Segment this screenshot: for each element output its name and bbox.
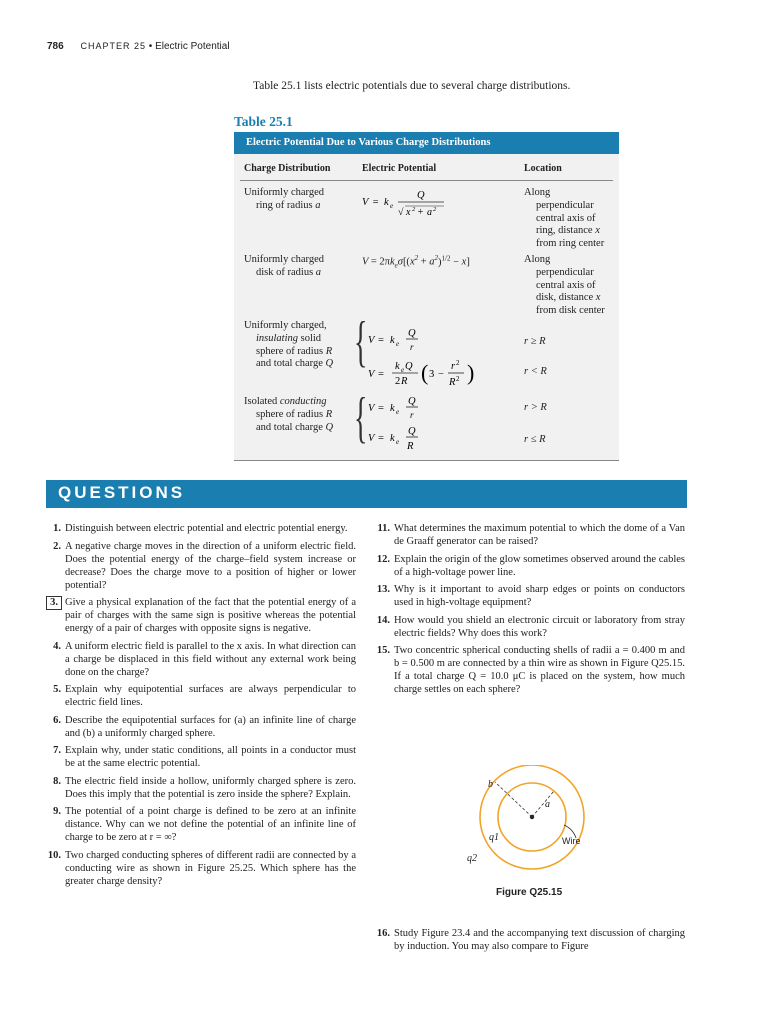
- question-number: 16.: [376, 928, 390, 939]
- question-text: A uniform electric field is parallel to the x axis. In what direction can a charge be displaced in this field without any external work being done on the charge?: [65, 640, 356, 678]
- svg-text:V: V: [368, 433, 375, 444]
- radius-a-line: [532, 791, 554, 817]
- figure-caption: Figure Q25.15: [496, 887, 563, 898]
- svg-text:k: k: [395, 361, 400, 372]
- dist-line: Uniformly charged: [244, 187, 324, 198]
- loc-line: from disk center: [536, 305, 605, 317]
- svg-text:R: R: [449, 377, 456, 388]
- loc-line: central axis of: [536, 279, 596, 291]
- question-text: Study Figure 23.4 and the accompanying text discussion of charging by induction. You may also compare to Figure: [394, 928, 685, 952]
- chapter-title: Electric Potential: [155, 41, 230, 52]
- question-item: [376, 614, 685, 640]
- question-text: Give a physical explanation of the fact that the potential energy of a pair of charges with the same sign is positive whereas the potential energy of a pair of charges with opposite signs is negative.: [65, 597, 356, 634]
- question-item: [47, 640, 356, 679]
- svg-text:Q: Q: [408, 426, 416, 437]
- dist-line: Uniformly charged,: [244, 320, 327, 331]
- question-text: How would you shield an electronic circuit or laboratory from stray electric fields? Why does this work?: [394, 614, 685, 639]
- question-number: 2.: [53, 540, 61, 552]
- svg-text:Q: Q: [408, 396, 416, 407]
- svg-text:e: e: [396, 438, 400, 446]
- question-item: [47, 744, 356, 770]
- loc-line: Along: [524, 254, 551, 265]
- svg-text:r: r: [451, 361, 456, 372]
- question-text: Describe the equipotential surfaces for (a) an infinite line of charge and (b) a uniformly charged sphere.: [65, 714, 356, 739]
- dist-line: and total charge Q: [256, 358, 334, 370]
- loc-line: perpendicular: [536, 199, 594, 211]
- question-number: 3.: [46, 596, 62, 610]
- svg-text:x: x: [406, 207, 411, 218]
- dist-line: sphere of radius R: [256, 345, 333, 357]
- svg-text:e: e: [390, 202, 394, 210]
- intro-text: Table 25.1 lists electric potentials due to several charge distributions.: [253, 80, 571, 92]
- question-16: [376, 927, 685, 958]
- svg-text:e: e: [396, 340, 400, 348]
- svg-text:k: k: [390, 403, 395, 414]
- ring-potential-formula: [362, 188, 482, 223]
- svg-text:=: =: [372, 197, 380, 208]
- question-text: What determines the maximum potential to which the dome of a Van de Graaff generator can be raised?: [394, 523, 685, 547]
- svg-text:2: 2: [433, 206, 437, 213]
- svg-text:Q: Q: [417, 190, 425, 201]
- svg-text:V: V: [368, 335, 375, 346]
- label-q1: q1: [489, 832, 499, 843]
- ring-formula-svg: [362, 188, 482, 220]
- svg-text:=: =: [378, 369, 384, 380]
- question-number: 4.: [53, 640, 61, 652]
- svg-text:=: =: [378, 335, 384, 346]
- question-text: Explain the origin of the glow sometimes observed around the cables of a high-voltage power line.: [394, 553, 685, 578]
- svg-text:V: V: [362, 197, 369, 208]
- dist-line: disk of radius a: [256, 266, 322, 278]
- brace-icon: {: [354, 387, 368, 449]
- section-header: [46, 480, 687, 508]
- question-item: [376, 583, 685, 609]
- question-text: Distinguish between electric potential and electric potential energy.: [65, 523, 348, 534]
- question-number: 11.: [377, 523, 390, 534]
- question-number: 1.: [53, 523, 61, 534]
- row-insulating-distribution: [244, 320, 333, 371]
- section-title: QUESTIONS: [58, 483, 186, 502]
- question-number: 15.: [376, 645, 390, 656]
- svg-text:V: V: [368, 369, 375, 380]
- questions-left-column: [47, 522, 356, 892]
- svg-text:√: √: [398, 207, 404, 218]
- insulating-location-inside: r < R: [524, 366, 547, 377]
- svg-text:a: a: [427, 207, 432, 218]
- row-conducting-distribution: [244, 396, 333, 434]
- loc-line: perpendicular: [536, 266, 594, 278]
- question-text: A negative charge moves in the direction of a uniform electric field. Does the potential energy of the charge–field system increase or decrease? Does the charge move to a position of higher or lower potential?: [65, 540, 356, 591]
- question-item: [47, 714, 356, 740]
- row-ring-location: [524, 187, 604, 251]
- question-number: 5.: [53, 684, 61, 695]
- question-item: [376, 553, 685, 579]
- question-item: [47, 683, 356, 709]
- question-number: 9.: [53, 806, 61, 817]
- dist-line: insulating solid: [256, 332, 322, 344]
- dist-line: Uniformly charged: [244, 254, 324, 265]
- svg-text:k: k: [390, 335, 395, 346]
- svg-text:): ): [467, 360, 475, 385]
- insulating-location-outside: r ≥ R: [524, 336, 546, 347]
- question-item: [47, 805, 356, 844]
- svg-text:2: 2: [456, 359, 460, 367]
- header-divider: [240, 180, 613, 181]
- svg-text:2: 2: [412, 206, 416, 213]
- question-number: 12.: [376, 553, 390, 565]
- svg-text:r: r: [410, 410, 414, 420]
- dist-line: ring of radius a: [256, 199, 321, 211]
- radius-b-line: [495, 782, 532, 817]
- question-text: Why is it important to avoid sharp edges or points on conductors used in high-voltage equipment?: [394, 584, 685, 608]
- svg-text:R: R: [401, 376, 408, 387]
- svg-text:Q: Q: [405, 361, 413, 372]
- table-caption: Electric Potential Due to Various Charge Distributions: [234, 132, 619, 154]
- loc-line: Along: [524, 187, 551, 198]
- loc-line: central axis of: [536, 212, 596, 224]
- label-wire: Wire: [562, 836, 581, 846]
- brace-icon: {: [354, 311, 368, 373]
- question-item: [47, 522, 356, 535]
- conducting-location-outside: r > R: [524, 402, 547, 413]
- question-item: [376, 927, 685, 953]
- svg-text:(: (: [421, 360, 429, 385]
- svg-text:k: k: [390, 433, 395, 444]
- question-item: [47, 596, 356, 635]
- svg-text:+: +: [417, 207, 424, 218]
- separator: •: [148, 41, 153, 52]
- svg-text:k: k: [384, 197, 389, 208]
- question-text: Two concentric spherical conducting shells of radii a = 0.400 m and b = 0.500 m are connected by a thin wire as shown in Figure Q25.15. If a total charge Q = 10.0 μC is placed on the system, how much charge settles on each sphere?: [394, 645, 685, 695]
- conducting-location-inside: r ≤ R: [524, 434, 546, 445]
- svg-text:e: e: [401, 366, 405, 374]
- svg-text:=: =: [378, 433, 384, 444]
- row-ring-distribution: [244, 187, 324, 213]
- svg-text:−: −: [438, 369, 444, 380]
- svg-text:2: 2: [395, 376, 401, 387]
- loc-line: from ring center: [536, 238, 605, 250]
- loc-line: disk, distance x: [536, 292, 601, 304]
- label-q2: q2: [467, 853, 477, 864]
- potential-table: [234, 132, 619, 461]
- svg-text:R: R: [407, 441, 414, 452]
- question-number: 8.: [53, 775, 61, 787]
- question-item: [47, 849, 356, 888]
- question-number: 14.: [376, 614, 390, 626]
- svg-text:e: e: [396, 408, 400, 416]
- table-label: Table 25.1: [234, 114, 293, 129]
- svg-text:2: 2: [456, 375, 460, 383]
- row-disk-distribution: [244, 254, 324, 280]
- question-text: The potential of a point charge is defined to be zero at an infinite distance. Why can we not define the potential of an infinite line of charge to be zero at r = ∞?: [65, 806, 356, 843]
- figure-q25-15: [455, 765, 615, 905]
- column-header-distribution: Charge Distribution: [244, 163, 331, 174]
- svg-text:=: =: [378, 403, 384, 414]
- loc-line: ring, distance x: [536, 225, 600, 237]
- svg-text:Q: Q: [408, 328, 416, 339]
- question-number: 10.: [47, 849, 61, 861]
- label-a: a: [545, 799, 550, 810]
- question-number: 7.: [53, 745, 61, 756]
- svg-text:3: 3: [429, 369, 435, 380]
- question-item: [47, 775, 356, 801]
- dist-line: and total charge Q: [256, 421, 334, 433]
- question-item: [376, 644, 685, 696]
- column-header-potential: Electric Potential: [362, 163, 437, 174]
- question-item: [47, 540, 356, 592]
- disk-potential-formula: $V = 2\pi k_e\sigma[(x^2 + a^2)^{1/2} - x]$: [362, 254, 470, 270]
- question-text: The electric field inside a hollow, uniformly charged sphere is zero. Does this imply that the potential is zero inside the sphere? Explain.: [65, 775, 356, 800]
- question-text: Explain why, under static conditions, all points in a conductor must be at the same electric potential.: [65, 745, 356, 769]
- questions-right-column: [376, 522, 685, 701]
- label-b: b: [488, 779, 493, 790]
- question-text: Two charged conducting spheres of different radii are connected by a conducting wire as shown in Figure 25.25. Which sphere has the greater charge density?: [65, 849, 356, 887]
- running-head: [47, 41, 230, 52]
- question-number: 13.: [376, 584, 390, 595]
- svg-text:r: r: [410, 342, 414, 352]
- question-number: 6.: [53, 714, 61, 726]
- dist-line: Isolated conducting: [244, 396, 327, 407]
- dist-line: sphere of radius R: [256, 408, 333, 420]
- conducting-formulas-svg: [368, 394, 448, 458]
- chapter-label: CHAPTER 25: [80, 41, 146, 51]
- question-text: Explain why equipotential surfaces are always perpendicular to electric field lines.: [65, 684, 356, 708]
- insulating-formulas-svg: [368, 324, 488, 394]
- question-item: [376, 522, 685, 548]
- page-number: 786: [47, 41, 64, 52]
- column-header-location: Location: [524, 163, 562, 174]
- svg-text:V: V: [368, 403, 375, 414]
- row-disk-location: [524, 254, 605, 318]
